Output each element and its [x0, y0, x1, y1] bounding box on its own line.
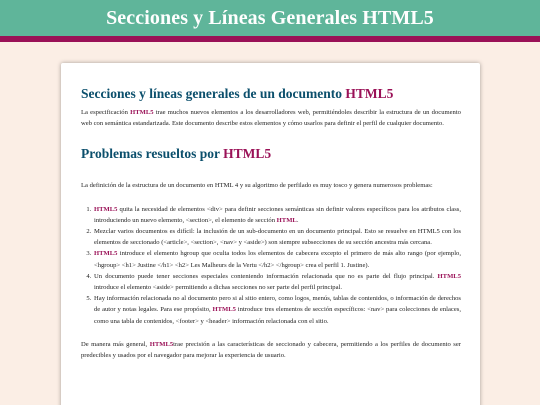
document-title — [81, 86, 461, 102]
document-title-text: Secciones y líneas generales de un documento — [81, 86, 346, 101]
final-paragraph — [81, 339, 461, 361]
problems-title-text: Problemas resueltos por — [81, 146, 224, 162]
list-item — [93, 293, 461, 327]
problems-list — [81, 204, 461, 327]
list-item-text: Un documento puede tener secciones especiales conteniendo información relacionada que no es parte del flujo principal. — [94, 272, 438, 280]
list-item-tail: . — [296, 216, 299, 224]
list-item — [93, 226, 461, 248]
list-item-tail: introduce el elemento <aside> permitiendo a dichas secciones no ser parte del perfil principal. — [94, 284, 343, 292]
list-item-tail-highlight: HTML5 — [437, 272, 461, 280]
list-item-tail-highlight: HTML5 — [212, 306, 236, 314]
banner-title: Secciones y Líneas Generales HTML5 — [106, 7, 434, 29]
list-item-lead: HTML5 — [94, 205, 118, 213]
problems-title — [81, 146, 461, 162]
list-item-tail: introduce tres elementos de sección específicos: <nav> para colecciones de enlaces, como una tabla de contenidos, <footer> y <header> información relacionada con el sitio. — [94, 306, 461, 325]
list-item-text: introduce el elemento hgroup que oculta todos los elementos de cabecera excepto el primero de más alto rango (por ejemplo, <hgroup> <h1> Justine </h1> <h2> Les Malheurs de la Vertu </h2> </hgroup> crea el perfil 1. Justine). — [94, 250, 461, 269]
list-item-text: Mezclar varios documentos es difícil: la inclusión de un sub-documento en un documento principal. Esto se resuelve en HTML5 con los elementos de seccionado (<article>, <section>, <nav> y <aside>) son siempre subsecciones de su sección ancestra más cercana. — [94, 228, 461, 247]
intro-after: trae muchos nuevos elementos a los desarrolladores web, permitiéndoles describir la estructura de un documento web con semántica estandarizada. Este documento describe estos elementos y cómo usarlos para definir el perfil de cualquier documento. — [81, 109, 461, 128]
problems-title-highlight: HTML5 — [223, 146, 272, 162]
intro-highlight: HTML5 — [130, 109, 154, 116]
list-item-tail-highlight: HTML — [276, 216, 297, 224]
final-after: trae precisión a las características de seccionado y cabecera, permitiendo a los perfiles de documento ser predecibles y usados por el navegador para mejorar la experiencia de usuario. — [81, 340, 461, 360]
document-title-highlight: HTML5 — [345, 86, 394, 101]
final-highlight: HTML5 — [149, 340, 174, 348]
list-item — [93, 248, 461, 270]
problems-intro-paragraph: La definición de la estructura de un documento en HTML 4 y su algoritmo de perfilado es muy tosco y genera numerosos problemas: — [81, 182, 433, 190]
list-item — [93, 271, 461, 293]
list-item — [93, 204, 461, 226]
list-item-text: quita la necesidad de elementos <div> para definir secciones semánticas sin definir valores específicos para los atributos class, introduciendo un nuevo elemento, <section>, el elemento de sección — [94, 205, 461, 224]
problems-section-header — [81, 146, 461, 162]
accent-bar — [0, 36, 540, 42]
final-before: De manera más general, — [81, 340, 150, 348]
list-item-text: Hay información relacionada no al documento pero si al sitio entero, como logos, menús, tablas de contenidos, o información de derechos de autor y notas legales. Para ese propósito, — [94, 295, 461, 314]
article-body — [81, 86, 461, 361]
list-item-lead: HTML5 — [94, 250, 118, 258]
content-card — [61, 63, 480, 405]
intro-paragraph — [81, 107, 461, 129]
intro-before: La especificación — [81, 109, 131, 116]
